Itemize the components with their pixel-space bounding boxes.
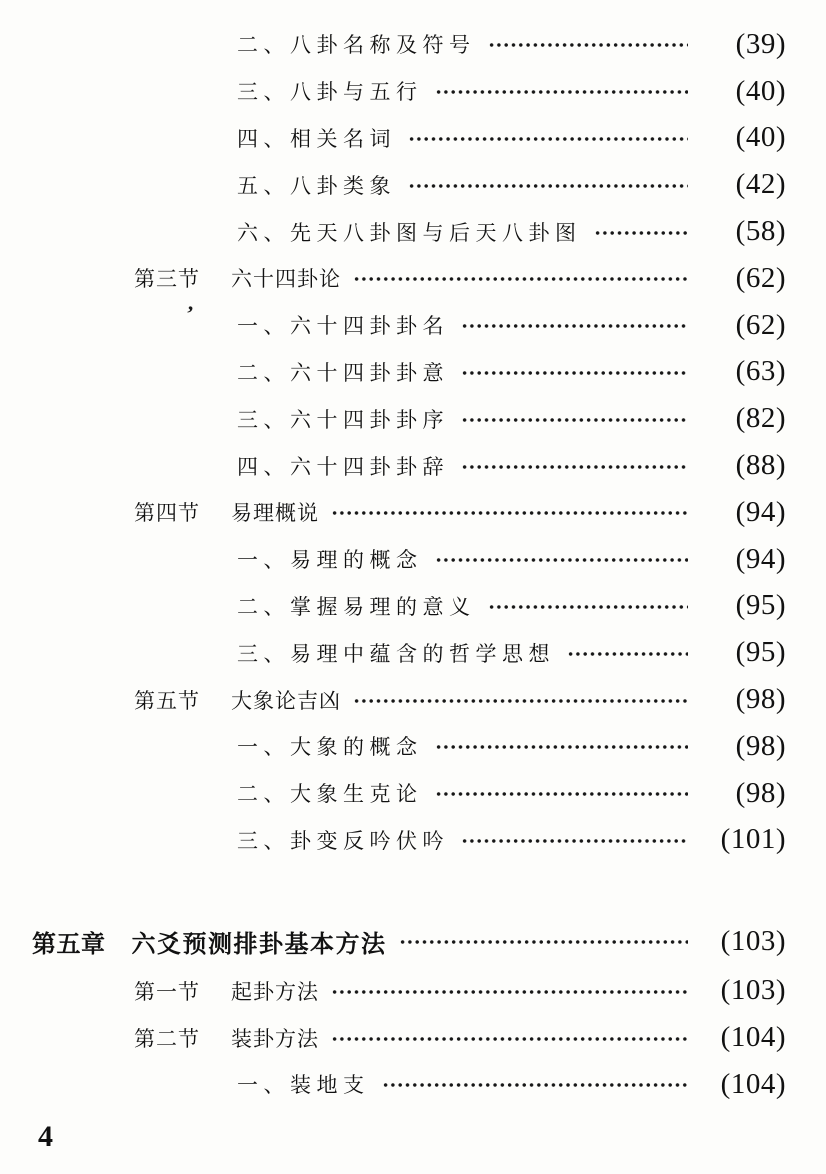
dot-leader xyxy=(435,557,689,563)
entry-page-number: (104) xyxy=(720,1067,786,1100)
section-number: 第四节 xyxy=(134,501,200,526)
toc-item-row xyxy=(0,583,826,630)
entry-label: 起卦方法 xyxy=(231,979,319,1004)
entry-label: 一、六十四卦卦名 xyxy=(237,314,449,339)
dot-leader xyxy=(461,417,688,423)
toc-item-row xyxy=(0,723,826,770)
entry-label: 三、卦变反吟伏吟 xyxy=(237,828,449,853)
dot-leader xyxy=(435,744,689,750)
section-number: 第三节 xyxy=(134,267,200,292)
entry-label: 一、易理的概念 xyxy=(237,548,423,573)
section-number: 第一节 xyxy=(134,979,200,1004)
entry-label: 六十四卦论 xyxy=(231,267,341,292)
chapter-number: 第五章 xyxy=(32,930,106,958)
entry-page-number: (62) xyxy=(735,308,786,341)
entry-label: 一、装地支 xyxy=(237,1073,370,1098)
toc-section-row xyxy=(0,967,826,1014)
entry-page-number: (95) xyxy=(735,589,786,622)
toc-section-row xyxy=(0,676,826,723)
entry-page-number: (104) xyxy=(720,1021,786,1054)
toc-item-row xyxy=(0,395,826,442)
dot-leader xyxy=(461,464,688,470)
dot-leader xyxy=(353,276,688,282)
entry-label: 三、易理中蕴含的哲学思想 xyxy=(237,641,555,666)
entry-page-number: (94) xyxy=(735,542,786,575)
entry-label: 二、大象生克论 xyxy=(237,782,423,807)
entry-label: 二、八卦名称及符号 xyxy=(237,33,476,58)
entry-label: 五、八卦类象 xyxy=(237,173,396,198)
entry-page-number: (88) xyxy=(735,449,786,482)
dot-leader xyxy=(488,42,689,48)
toc-item-row xyxy=(0,208,826,255)
toc-chapter-row xyxy=(0,915,826,967)
dot-leader xyxy=(594,230,689,236)
toc-item-row xyxy=(0,536,826,583)
entry-page-number: (39) xyxy=(735,27,786,60)
entry-page-number: (95) xyxy=(735,636,786,669)
dot-leader xyxy=(331,1036,688,1042)
entry-label: 易理概说 xyxy=(231,501,319,526)
toc-section-row xyxy=(0,255,826,302)
dot-leader xyxy=(567,651,688,657)
dot-leader xyxy=(382,1082,689,1088)
entry-page-number: (82) xyxy=(735,402,786,435)
entry-page-number: (40) xyxy=(735,74,786,107)
entry-label: 二、掌握易理的意义 xyxy=(237,594,476,619)
toc-section-row xyxy=(0,489,826,536)
entry-page-number: (40) xyxy=(735,121,786,154)
entry-label: 三、八卦与五行 xyxy=(237,80,423,105)
entry-page-number: (42) xyxy=(735,168,786,201)
entry-label: 一、大象的概念 xyxy=(237,735,423,760)
toc-item-row xyxy=(0,817,826,864)
toc-item-row xyxy=(0,115,826,162)
entry-label: 六、先天八卦图与后天八卦图 xyxy=(237,220,582,245)
dot-leader xyxy=(461,370,688,376)
section-number: 第二节 xyxy=(134,1026,200,1051)
dot-leader xyxy=(408,183,688,189)
entry-label: 四、相关名词 xyxy=(237,126,396,151)
dot-leader xyxy=(331,510,688,516)
entry-label: 四、六十四卦卦辞 xyxy=(237,454,449,479)
entry-page-number: (98) xyxy=(735,729,786,762)
toc-item-row xyxy=(0,161,826,208)
dot-leader xyxy=(408,136,688,142)
entry-page-number: (58) xyxy=(735,215,786,248)
entry-page-number: (103) xyxy=(720,924,786,957)
dot-leader xyxy=(435,89,689,95)
folio-page-number: 4 xyxy=(38,1120,53,1153)
toc-item-row xyxy=(0,349,826,396)
entry-page-number: (98) xyxy=(735,776,786,809)
entry-label: 三、六十四卦卦序 xyxy=(237,407,449,432)
dot-leader xyxy=(435,791,689,797)
dot-leader xyxy=(353,698,688,704)
entry-label: 大象论吉凶 xyxy=(231,688,341,713)
entry-label: 装卦方法 xyxy=(231,1026,319,1051)
entry-page-number: (103) xyxy=(720,974,786,1007)
entry-label: 二、六十四卦卦意 xyxy=(237,360,449,385)
entry-page-number: (101) xyxy=(720,823,786,856)
entry-page-number: (63) xyxy=(735,355,786,388)
toc-item-row xyxy=(0,68,826,115)
toc-item-row xyxy=(0,770,826,817)
toc-item-row xyxy=(0,302,826,349)
dot-leader xyxy=(331,989,688,995)
section-number: 第五节 xyxy=(134,688,200,713)
toc-section-row xyxy=(0,1014,826,1061)
toc-item-row xyxy=(0,1061,826,1108)
entry-page-number: (62) xyxy=(735,261,786,294)
entry-label: 六爻预测排卦基本方法 xyxy=(131,930,387,958)
toc-item-row xyxy=(0,629,826,676)
dot-leader xyxy=(461,323,688,329)
stray-scan-mark: ’ xyxy=(184,300,196,327)
dot-leader xyxy=(488,604,689,610)
entry-page-number: (98) xyxy=(735,683,786,716)
entry-page-number: (94) xyxy=(735,495,786,528)
toc-item-row xyxy=(0,21,826,68)
toc-item-row xyxy=(0,442,826,489)
dot-leader xyxy=(461,838,688,844)
dot-leader xyxy=(399,939,689,945)
